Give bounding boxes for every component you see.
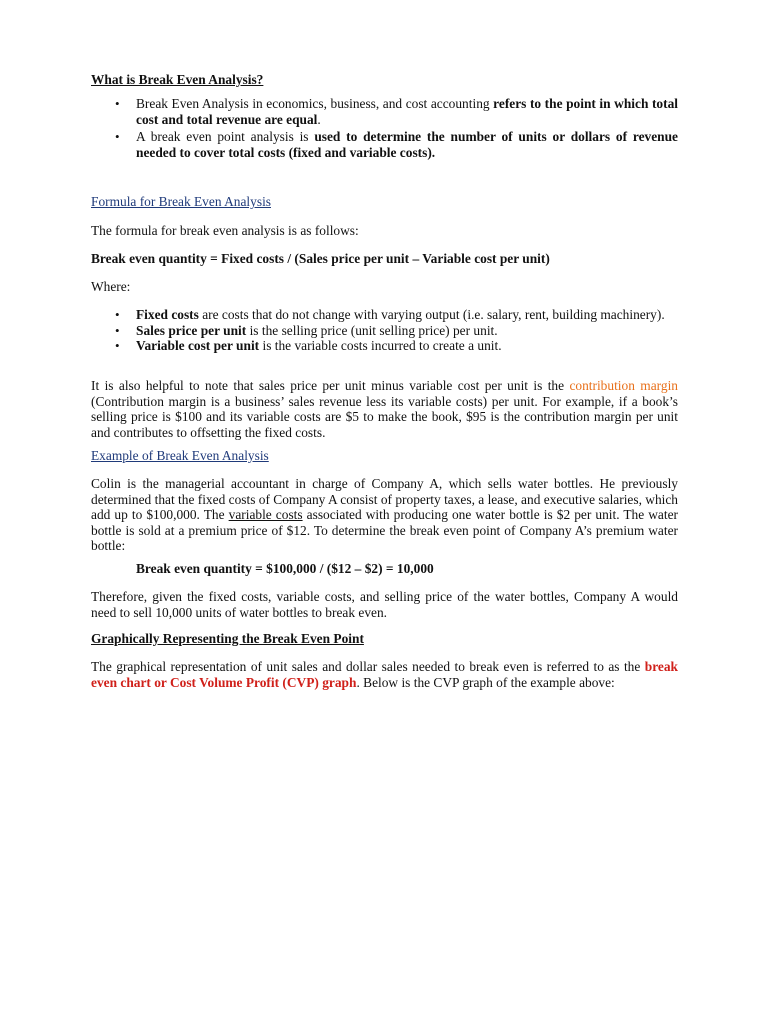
section-heading-formula: Formula for Break Even Analysis <box>91 194 271 209</box>
contribution-margin-link[interactable]: contribution margin <box>569 378 678 393</box>
list-item: • Fixed costs are costs that do not change with varying output (i.e. salary, rent, building machinery). <box>115 307 665 322</box>
bullet-icon: • <box>115 307 120 322</box>
variable-costs-link[interactable]: variable costs <box>228 507 303 522</box>
list-item: • A break even point analysis is used to determine the number of units or dollars of revenue needed to cover total costs (fixed and variable costs). <box>115 129 678 160</box>
section-heading-example: Example of Break Even Analysis <box>91 448 269 463</box>
definition-list <box>91 96 678 160</box>
formula-text: Break even quantity = Fixed costs / (Sales price per unit – Variable cost per unit) <box>91 251 550 266</box>
variables-list <box>91 307 678 354</box>
list-item: • Sales price per unit is the selling price (unit selling price) per unit. <box>115 322 498 338</box>
cvp-graph-term: break even chart or Cost Volume Profit (CVP) graph <box>91 659 678 690</box>
list-item: • Break Even Analysis in economics, business, and cost accounting refers to the point in which total cost and total revenue are equal. <box>115 96 678 127</box>
bullet-icon: • <box>115 129 120 144</box>
example-conclusion: Therefore, given the fixed costs, variable costs, and selling price of the water bottles, Company A would need to sell 10,000 units of water bottles to break even. <box>91 589 678 620</box>
formula-intro: The formula for break even analysis is as follows: <box>91 223 359 238</box>
example-formula: Break even quantity = $100,000 / ($12 – $2) = 10,000 <box>136 561 434 576</box>
section-heading-graph: Graphically Representing the Break Even Point <box>91 631 364 646</box>
example-paragraph: Colin is the managerial accountant in charge of Company A, which sells water bottles. He previously determined that the fixed costs of Company A consist of property taxes, a lease, and executive salaries, which add up to $100,000. The variable costs associated with producing one water bottle is $2 per unit. The water bottle is sold at a premium price of $12. To determine the break even point of Company A’s premium water bottle: <box>91 476 678 553</box>
section-heading-what-is: What is Break Even Analysis? <box>91 72 264 87</box>
bullet-icon: • <box>115 96 120 111</box>
graph-paragraph: The graphical representation of unit sales and dollar sales needed to break even is referred to as the break even chart or Cost Volume Profit (CVP) graph. Below is the CVP graph of the example above: <box>91 659 678 690</box>
bullet-icon: • <box>115 322 120 338</box>
list-item: • Variable cost per unit is the variable costs incurred to create a unit. <box>115 338 502 353</box>
contribution-note: It is also helpful to note that sales price per unit minus variable cost per unit is the contribution margin (Contribution margin is a business’ sales revenue less its variable costs) per unit. For example, if a book’s selling price is $100 and its variable costs are $5 to make the book, $95 is the contribution margin per unit and contributes to offsetting the fixed costs. <box>91 378 678 440</box>
where-label: Where: <box>91 279 131 294</box>
bullet-icon: • <box>115 338 120 353</box>
